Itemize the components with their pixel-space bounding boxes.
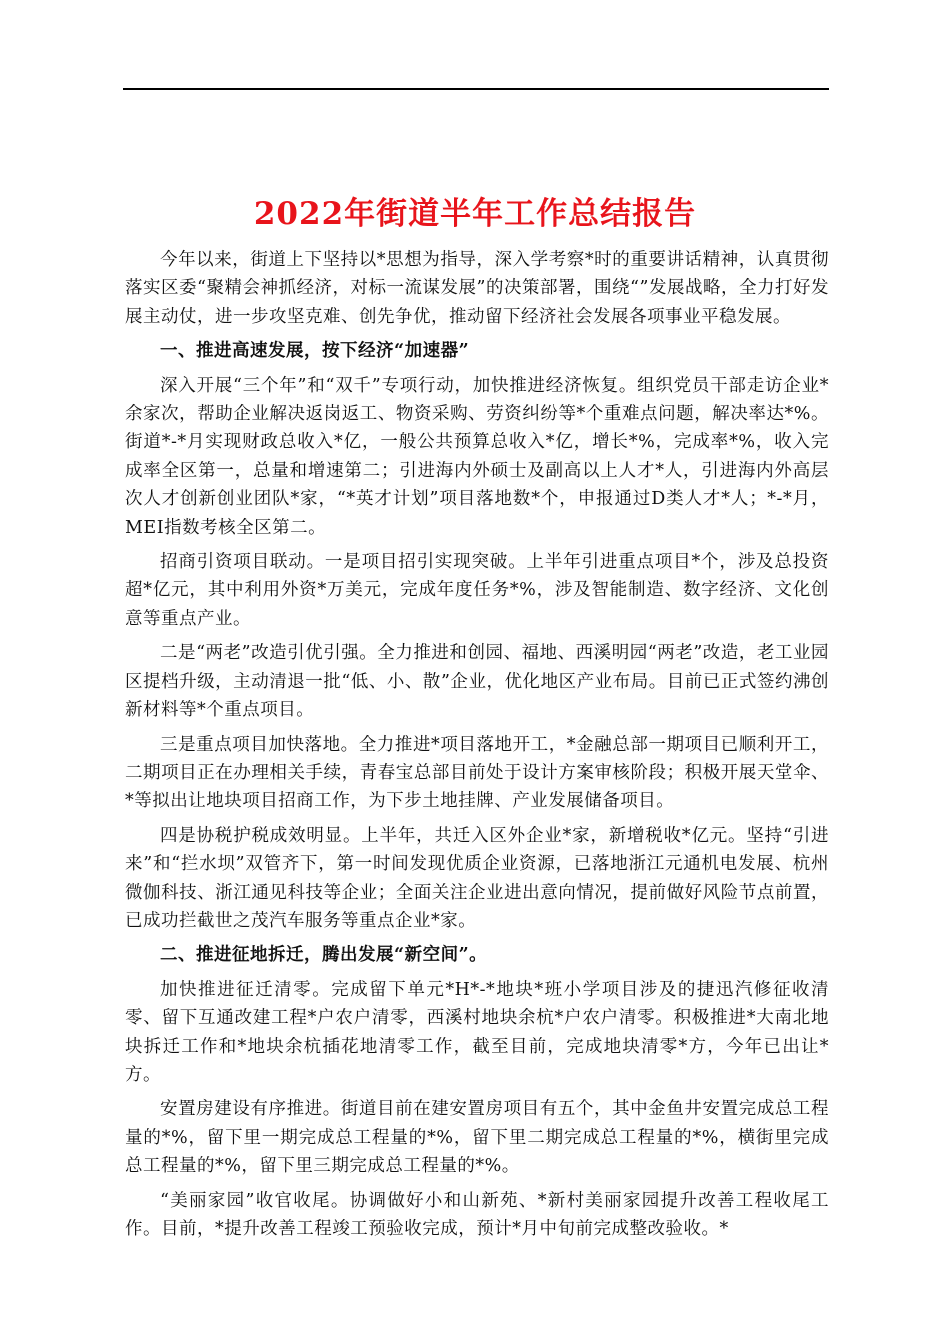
intro-paragraph: 今年以来，街道上下坚持以*思想为指导，深入学考察*时的重要讲话精神，认真贯彻落实区委“聚精会神抓经济，对标一流谋发展”的决策部署，围绕“”发展战略，全力打好发展主动仗，进一步攻坚克难、创先争优，推动留下经济社会发展各项事业平稳发展。 (125, 250, 829, 327)
section-heading-2: 二、推进征地拆迁，腾出发展“新空间”。 (160, 945, 488, 966)
header-rule (123, 88, 829, 90)
body-paragraph: 招商引资项目联动。一是项目招引实现突破。上半年引进重点项目*个，涉及总投资超*亿元，其中利用外资*万美元，完成年度任务*%，涉及智能制造、数字经济、文化创意等重点产业。 (125, 552, 829, 629)
body-paragraph: 四是协税护税成效明显。上半年，共迁入区外企业*家，新增税收*亿元。坚持“引进来”和“拦水坝”双管齐下，第一时间发现优质企业资源，已落地浙江元通机电发展、杭州微伽科技、浙江通见科技等企业；全面关注企业进出意向情况，提前做好风险节点前置，已成功拦截世之茂汽车服务等重点企业*家。 (125, 825, 829, 931)
body-paragraph: “美丽家园”收官收尾。协调做好小和山新苑、*新村美丽家园提升改善工程收尾工作。目前，*提升改善工程竣工预验收完成，预计*月中旬前完成整改验收。* (125, 1190, 829, 1239)
section-heading-1: 一、推进高速发展，按下经济“加速器” (160, 341, 470, 362)
body-paragraph: 深入开展“三个年”和“双千”专项行动，加快推进经济恢复。组织党员干部走访企业*余家次，帮助企业解决返岗返工、物资采购、劳资纠纷等*个重难点问题，解决率达*%。街道*-*月实现财政总收入*亿，一般公共预算总收入*亿，增长*%，完成率*%，收入完成率全区第一，总量和增速第二；引进海内外硕士及副高以上人才*人，引进海内外高层次人才创新创业团队*家，“*英才计划”项目落地数*个，申报通过D类人才*人；*-*月，MEI指数考核全区第二。 (125, 375, 829, 538)
document-body (125, 246, 829, 1249)
body-paragraph: 二是“两老”改造引优引强。全力推进和创园、福地、西溪明园“两老”改造，老工业园区提档升级，主动清退一批“低、小、散”企业，优化地区产业布局。目前已正式签约沸创新材料等*个重点项目。 (125, 643, 829, 721)
body-paragraph: 三是重点项目加快落地。全力推进*项目落地开工，*金融总部一期项目已顺利开工，二期项目正在办理相关手续，青春宝总部目前处于设计方案审核阶段；积极开展天堂伞、*等拟出让地块项目招商工作，为下步土地挂牌、产业发展储备项目。 (125, 734, 829, 812)
body-paragraph: 加快推进征迁清零。完成留下单元*H*-*地块*班小学项目涉及的捷迅汽修征收清零、留下互通改建工程*户农户清零，西溪村地块余杭*户农户清零。积极推进*大南北地块拆迁工作和*地块余杭插花地清零工作，截至目前，完成地块清零*方，今年已出让*方。 (125, 979, 829, 1085)
body-paragraph: 安置房建设有序推进。街道目前在建安置房项目有五个，其中金鱼井安置完成总工程量的*%，留下里一期完成总工程量的*%，留下里二期完成总工程量的*%，横街里完成总工程量的*%，留下里三期完成总工程量的*%。 (125, 1099, 829, 1177)
document-title: 2022年街道半年工作总结报告 (253, 196, 697, 232)
